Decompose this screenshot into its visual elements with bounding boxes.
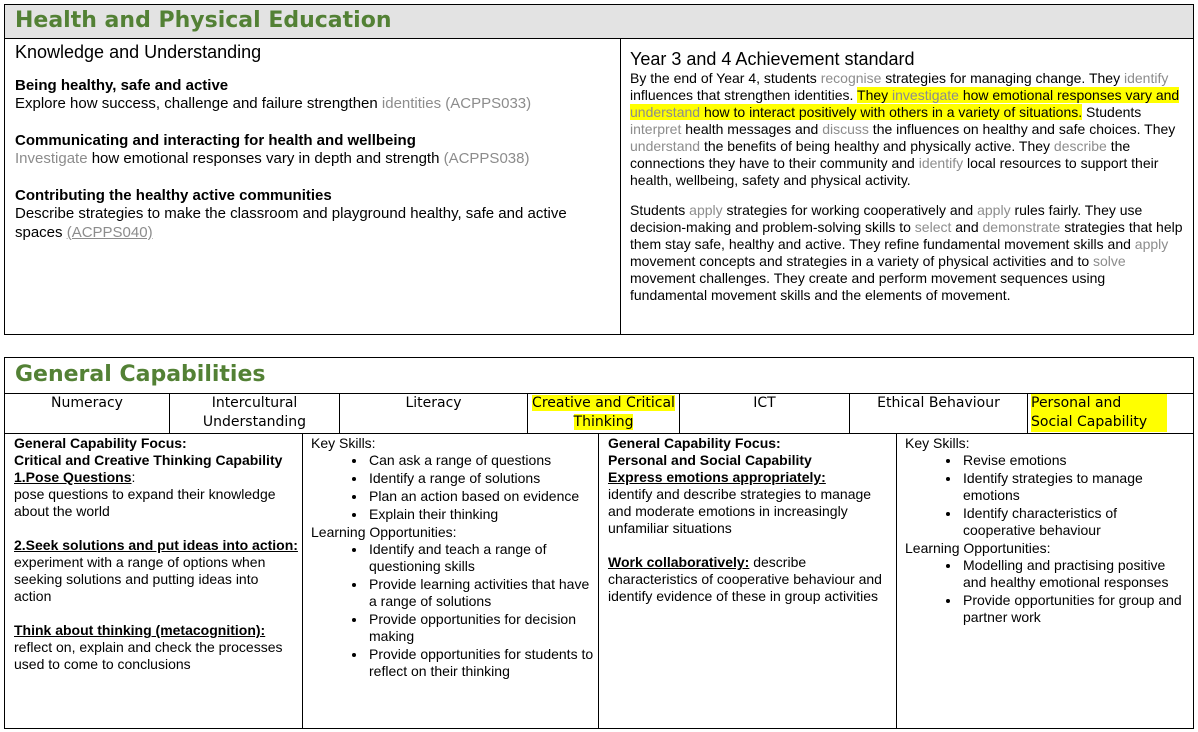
list-item: • Identify characteristics of cooperative behaviour (961, 505, 1190, 539)
gc-content-row (5, 434, 1193, 728)
hpe-title: Health and Physical Education (15, 8, 392, 33)
list-item: • Revise emotions (961, 452, 1190, 469)
knowledge-understanding-cell (5, 39, 621, 334)
list-item: • Can ask a range of questions (367, 452, 595, 469)
highlighted-text: They investigate how emotional responses vary and understand how to interact positively with others in a variety of situations. (630, 87, 1180, 120)
key-skills-label: Key Skills: (311, 435, 376, 451)
list-item: • Provide opportunities for group and partner work (961, 592, 1190, 626)
gc-key-skills-critical-thinking (303, 434, 599, 728)
gc-tabs-row (5, 394, 1193, 434)
focus-capability: Critical and Creative Thinking Capability (14, 452, 283, 468)
list-item: • Identify strategies to manage emotions (961, 470, 1190, 504)
ku-section-heading: Being healthy, safe and active (15, 77, 229, 94)
ku-section-heading: Communicating and interacting for health and wellbeing (15, 132, 416, 149)
list-item: • Provide opportunities for students to reflect on their thinking (367, 646, 595, 680)
key-skills-list (905, 452, 1190, 539)
focus-capability: Personal and Social Capability (608, 452, 812, 468)
list-item: • Identify and teach a range of questioning skills (367, 541, 595, 575)
list-item: • Plan an action based on evidence (367, 488, 595, 505)
ku-heading: Knowledge and Understanding (15, 42, 262, 62)
focus-item: 1.Pose Questions: (14, 469, 136, 485)
focus-heading: General Capability Focus: (608, 435, 781, 451)
achievement-paragraph-1: By the end of Year 4, students recognise strategies for managing change. They identify influences that strengthen identities. They investigate how emotional responses vary and understand how to interact positively with others in a variety of situations. Students interpret health messages and discuss the influences on healthy and safe choices. They understand the benefits of being healthy and physically active. They describe the connections they have to their community and identify local resources to support their health, wellbeing, safety and physical activity. (630, 70, 1180, 188)
acpps040-link[interactable]: (ACPPS040) (66, 224, 153, 241)
hpe-section (4, 4, 1194, 335)
focus-item: Express emotions appropriately: (608, 469, 826, 485)
achievement-standard-cell (621, 39, 1193, 334)
tab-ict: ICT (680, 394, 850, 434)
achievement-paragraph-2: Students apply strategies for working cooperatively and apply rules fairly. They use decision-making and problem-solving skills to select and demonstrate strategies that help them stay safe, healthy and active. They refine fundamental movement skills and apply movement concepts and strategies in a variety of physical activities and to solve movement challenges. They create and perform movement sequences using fundamental movement skills and the elements of movement. (630, 202, 1183, 303)
focus-item-text: experiment with a range of options when seeking solutions and putting ideas into action (14, 554, 266, 604)
list-item: • Explain their thinking (367, 506, 595, 523)
ku-section-text: Explore how success, challenge and failure strengthen identities (ACPPS033) (15, 95, 532, 112)
focus-heading: General Capability Focus: (14, 435, 187, 451)
gc-focus-personal-social (599, 434, 897, 728)
tab-numeracy: Numeracy (5, 394, 170, 434)
gc-title: General Capabilities (15, 362, 266, 387)
tab-intercultural-understanding: Intercultural Understanding (170, 394, 340, 434)
key-skills-list (311, 452, 595, 523)
key-skills-label: Key Skills: (905, 435, 970, 451)
focus-item: 2.Seek solutions and put ideas into action: (14, 537, 298, 553)
learning-opportunities-label: Learning Opportunities: (905, 540, 1051, 556)
tab-literacy: Literacy (340, 394, 528, 434)
focus-item-text: pose questions to expand their knowledge about the world (14, 486, 276, 519)
gc-title-row (5, 358, 1193, 394)
achievement-standard-heading: Year 3 and 4 Achievement standard (630, 49, 915, 69)
hpe-title-bar (5, 5, 1193, 39)
tab-creative-critical-thinking: Creative and Critical Thinking (528, 394, 680, 434)
list-item: • Provide learning activities that have a range of solutions (367, 576, 595, 610)
focus-item-text: identify and describe strategies to manage and moderate emotions in increasingly unfamiliar situations (608, 486, 872, 536)
learning-opportunities-label: Learning Opportunities: (311, 524, 457, 540)
list-item: • Identify a range of solutions (367, 470, 595, 487)
tab-ethical-behaviour: Ethical Behaviour (850, 394, 1028, 434)
focus-item: Work collaboratively: describe characteristics of cooperative behaviour and identify evidence of these in group activities (608, 554, 882, 604)
ku-section-heading: Contributing the healthy active communities (15, 187, 332, 204)
gc-focus-critical-thinking (5, 434, 303, 728)
gc-section (4, 357, 1194, 729)
ku-section-text: Investigate how emotional responses vary in depth and strength (ACPPS038) (15, 150, 530, 167)
focus-item-text: reflect on, explain and check the processes used to come to conclusions (14, 639, 283, 672)
focus-item: Think about thinking (metacognition): (14, 622, 266, 638)
list-item: • Provide opportunities for decision making (367, 611, 595, 645)
gc-key-skills-personal-social (897, 434, 1193, 728)
tab-personal-social-capability: Personal and Social Capability (1028, 394, 1193, 434)
ku-section-text: Describe strategies to make the classroom and playground healthy, safe and active spaces (ACPPS040) (15, 205, 567, 241)
list-item: • Modelling and practising positive and healthy emotional responses (961, 557, 1190, 591)
learning-opportunities-list (311, 541, 595, 680)
learning-opportunities-list (905, 557, 1190, 626)
